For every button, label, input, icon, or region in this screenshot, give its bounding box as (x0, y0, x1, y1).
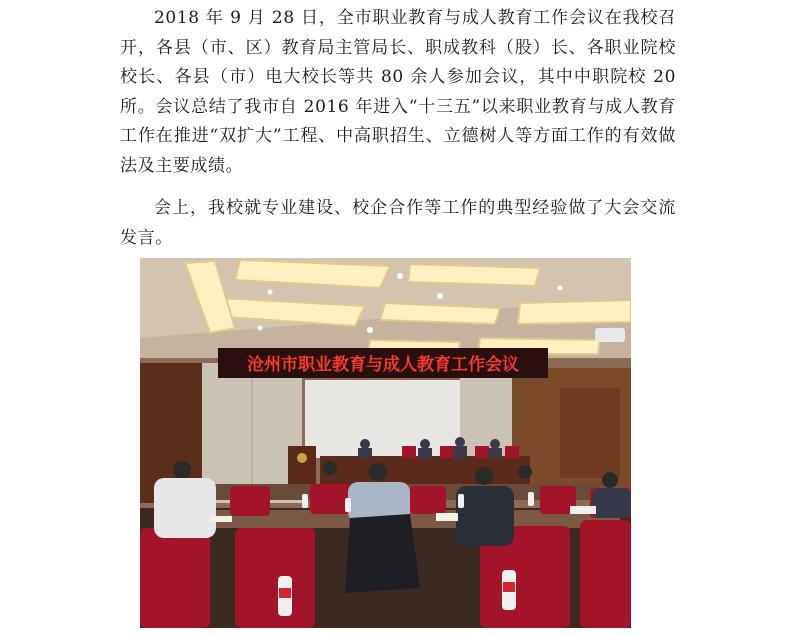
projector (595, 328, 625, 342)
paragraph-school-speech: 会上，我校就专业建设、校企合作等工作的典型经验做了大会交流发言。 (120, 198, 676, 248)
jacket-on-chair (345, 514, 420, 593)
head-table (320, 456, 530, 486)
podium (288, 446, 316, 486)
projection-screen (305, 380, 460, 458)
paragraph-meeting-summary: 2018 年 9 月 28 日，全市职业教育与成人教育工作会议在我校召开，各县（市、区）教育局主管局长、职成教科（股）长、各职业院校校长、各县（市）电大校长等共 80 余人参加会议，其中中职院校 20 所。会议总结了我市自 2016 年进入“十三五”以来职业教育与成人教育工作在推进“双扩大”工程、中高职招生、立德树人等方面工作的有效做法及主要成绩。 (120, 8, 676, 176)
conference-photo (140, 258, 631, 628)
led-banner-text: 沧州市职业教育与成人教育工作会议 (247, 355, 519, 375)
